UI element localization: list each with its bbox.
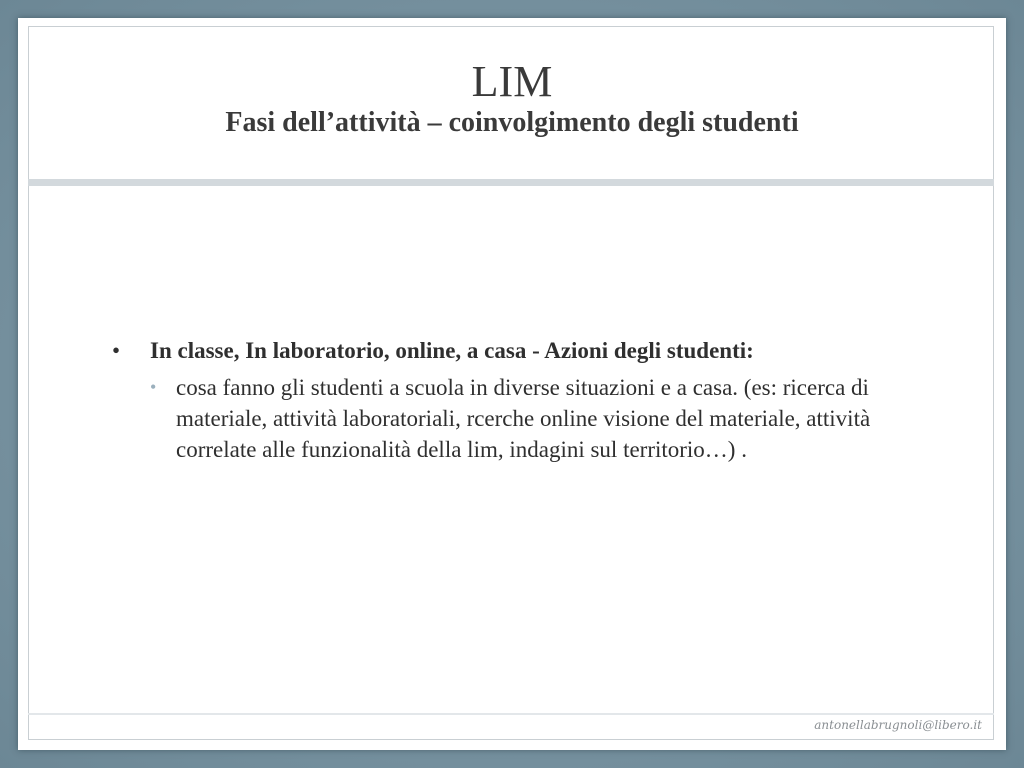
sub-bullet-marker: • [150, 377, 157, 397]
bullet-text: In classe, In laboratorio, online, a casa - Azioni degli studenti: [150, 338, 754, 363]
slide-subtitle: Fasi dell’attività – coinvolgimento degli studenti [225, 107, 799, 138]
sub-bullet-item [150, 372, 930, 465]
title-divider [28, 179, 994, 186]
footer-email: antonellabrugnoli@libero.it [814, 718, 982, 732]
title-area [18, 58, 1006, 140]
footer-divider [28, 713, 994, 715]
sub-bullet-text: cosa fanno gli studenti a scuola in diverse situazioni e a casa. (es: ricerca di materiale, attività laboratoriali, rcerche online visione del materiale, attività correlate alle funzionalità della lim, indagini sul territorio…) . [176, 375, 871, 462]
slide-content [110, 336, 930, 465]
slide [18, 18, 1006, 750]
slide-title: LIM [471, 57, 553, 106]
bullet-item [110, 336, 930, 366]
bullet-marker: • [112, 338, 121, 363]
